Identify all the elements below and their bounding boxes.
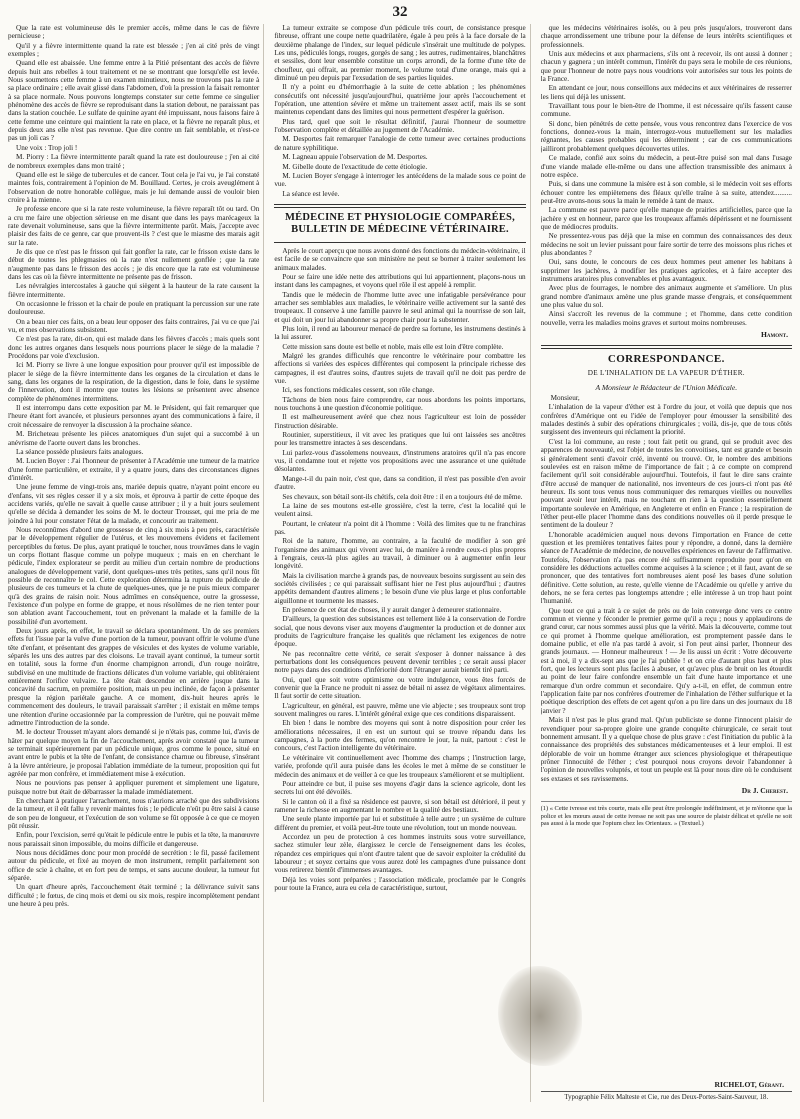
veterinary-paragraph: Oui, quel que soit votre optimisme ou votre indulgence, vous êtes forcés de convenir que la France ne produit ni assez de bétail ni assez de végétaux alimentaires. Il faut sortir de cette situation. [274,675,526,701]
letter-paragraph: Mais il n'est pas le plus grand mal. Qu'un publiciste se donne l'innocent plaisir de revendiquer pour sa-propre gloire une grande conquête chirurgicale, ce serait tout bonnement amusant. Il y a quelque chose de plus grave : c'est l'initiation du public à la connaissance des propriétés des substances médicamenteuses et à leur emploi. Il est déplorable de voir un homme étranger aux sciences physiologique et thérapeutique prôner l'innocuité de l'éther ; c'est pourquoi nous croyons devoir l'abandonner à l'opinion de nouvelles voluptés, et tout un peuple est là pour nous dire où le conduisent ses extases et ses ravissemens. [540,716,792,783]
section-divider [274,204,525,208]
veterinary-article [274,247,525,892]
column-middle [274,24,530,1102]
manager-signature: RICHELOT, Gérant. [714,1080,784,1089]
page-number: 32 [392,4,408,20]
veterinary-paragraph: Ce malade, confié aux soins du médecin, a peut-être puisé son mal dans l'usage d'une viande malade elle-même ou dans une affection transmissible des animaux à notre espèce. [540,154,792,179]
academy-report-paragraph: Qu'il y a fièvre intermittente quand la rate est blessée ; j'en ai cité près de vingt exemples ; [8,41,260,59]
veterinary-paragraph: Une seule plante importée par lui et substituée à telle autre ; un système de culture différent du premier, et voilà peut-être toute une révolution, tout un monde nouveau. [274,815,526,832]
veterinary-paragraph: L'agriculteur, en général, est pauvre, même une vie abjecte ; ses troupeaux sont trop souvent malingres ou rares. L'intérêt général exige que ces conditions disparaissent. [274,701,526,719]
veterinary-paragraph: Eh bien ! dans le nombre des moyens qui sont à notre disposition pour créer les améliorations nécessaires, il en est un surtout qui se trouve répandu dans les campagnes, à la porte des fermes, qu'on rencontre le jour, la nuit, partout : c'est le concours, c'est l'action intelligente du vétérinaire. [274,719,526,753]
column-left [8,24,264,1102]
academy-report-paragraph: Une voix : Trop joli ! [16,143,78,152]
veterinary-paragraph: Ne pas reconnaître cette vérité, ce serait s'exposer à donner naissance à des perturbations dont les conséquences peuvent devenir terribles ; ce serait aussi placer notre pays dans des conditions d'infériorité dont l'étranger aurait bientôt tiré parti. [274,649,526,675]
academy-report-paragraph: M. Bricheteau présente les pièces anatomiques d'un sujet qui a succombé à un anévrisme de l'aorte ouvert dans les bronches. [8,430,260,447]
academy-report-paragraph: Les névralgies intercostales à gauche qui siègent à la hauteur de la rate causent la fièvre intermittente. [8,282,260,299]
academy-report-paragraph: M. le docteur Trousset m'ayant alors demandé si je n'étais pas, comme lui, d'avis de hâter par quelque moyen la fin de l'accouchement, après avoir constaté que la tumeur se terminait supérieurement par un pédicule unique, gros comme le pouce, situé en avant entre le pubis et la tête de l'enfant, de consistance charnue ou fibreuse, s'insérant à la lèvre antérieure, je proposai l'ablation immédiate de la tumeur, proposition qui fut agréée par mon confrère, et immédiatement mise à exécution. [8,728,260,778]
article-signature: Hamont. [761,330,788,340]
veterinary-paragraph: La commune est pauvre parce qu'elle manque de prairies artificielles, parce que la jachère y est en honneur, parce que les troupeaux affamés dépérissent et ne fournissent que de médiocres produits. [540,206,792,231]
veterinary-paragraph: que les médecins vétérinaires isolés, ou à peu près jusqu'alors, trouveront dans chaque arrondissement une tribune pour la défense de leurs intérêts scientifiques et professionnels. [540,24,792,49]
academy-report-paragraph: Deux jours après, en effet, le travail se déclara spontanément. Un de ses premiers effets fut l'issue par la vulve d'une portion de la tumeur, pouvant offrir le volume d'une tête d'enfant, et présentant des grappes de vésicules et des kystes de volume variable, séparés les uns des autres par des cloisons. Le travail ayant continué, la tumeur sortit en totalité, sous la forme d'un énorme champignon arrondi, d'un rouge noirâtre, subdivisé en une multitude de fractions délicates d'un volume variable, qui oblitéraient entièrement l'orifice vulvaire. La tête était descendue en arrière jusque dans la concavité du sacrum, en première position, mais un peu inclinée, de façon à présenter presque la région pariétale gauche. A ce moment, dix-huit heures après le commencement des douleurs, le travail paraissait s'arrêter ; il existait en même temps une rétention d'urine occasionnée par la compression de l'urètre, qui ne pouvait même admettre l'introduction de la sonde. [8,627,260,727]
academy-report-paragraph: En cherchant à pratiquer l'arrachement, nous n'aurions arraché que des subdivisions de la tumeur, et il eût fallu y revenir maintes fois ; le pédicule n'eût pu être saisi à cause de son peu de longueur, et l'exécution de son volume se fût opposée à ce que ce moyen pût réussir. [8,796,260,830]
columns [8,24,792,1102]
veterinary-paragraph: Puis, si dans une commune la misère est à son comble, si le médecin voit ses efforts échouer contre les empiètemens des fléaux qu'elle traîne à sa suite, attendez.......... peut-être avons-nous sous la main le remède à tant de maux. [540,180,792,205]
veterinary-paragraph: Avec plus de fourrages, le nombre des animaux augmente et s'améliore. Un plus grand nombre d'animaux amène une plus grande masse d'engrais, et conséquemment une plus value du sol. [540,284,792,309]
veterinary-paragraph: Oui, sans doute, le concours de ces deux hommes peut amener les habitans à supprimer les jachères, à modifier les pratiques agricoles, et à faire accepter des instrumens aratoires plus convenables et plus avantageux. [540,258,792,283]
academy-report-paragraph: M. Lucien Boyer s'engage à interroger les antécédens de la malade sous ce point de vue. [274,171,526,189]
veterinary-paragraph: Travaillant tous pour le bien-être de l'homme, il est nécessaire qu'ils fassent cause commune. [540,102,792,119]
letter-salutation: A Monsieur le Rédacteur de l'Union Médicale. [595,383,738,393]
veterinary-paragraph: Ainsi s'accroît les revenus de la commune ; et l'homme, dans cette condition nouvelle, verra les maladies moins graves et surtout moins nombreuses. [540,310,792,327]
academy-report-end [274,24,525,198]
letter-body [541,403,792,782]
veterinary-paragraph: Pourtant, le créateur n'a point dit à l'homme : Voilà des limites que tu ne franchiras pas. [274,519,526,536]
academy-report-paragraph: Il est interrompu dans cette exposition par M. le Président, qui fait remarquer que l'heure étant fort avancée, et plusieurs personnes ayant des communications à faire, il croit nécessaire de renvoyer la discussion à la prochaine séance. [8,404,260,429]
letter-paragraph: C'est la loi commune, au reste ; tout fait petit ou grand, qui se produit avec des apparences de nouveauté, est l'objet de toutes les convoitises, tant est grande et besoin si généralement senti d'avoir créé, inventé ou trouvé. Or, le nombre des ambitions soulevées est en raison même de l'importance de fait ; à ce compte on comprend facilement qu'il soit considérable aujourd'hui. Toutefois, il faut le dire sans crainte d'être accusé de manquer de nationalité, nos inventeurs de ces jours-ci n'ont pas été heureux. Ils sont tous venus nous communiquer des remarques vieilles ou nouvelles pouvant avoir leur intérêt, mais ne touchant en rien à la question essentiellement importante soulevée en Amérique, en Angleterre et enfin en France ; la respiration de l'éther peut-elle placer l'homme dans des conditions nouvelles où il perde presque le sentiment de la douleur ? [540,437,792,530]
academy-report-paragraph: La séance possède plusieurs faits analogues. [16,447,144,456]
academy-report-paragraph: Plus tard, quel que soit le résultat définitif, j'aurai l'honneur de soumettre l'observation complète et détaillée au jugement de l'Académie. [274,117,526,135]
veterinary-paragraph: Mange-t-il du pain noir, c'est que, dans sa condition, il n'est pas possible d'en avoir d'autre. [274,474,526,492]
academy-report-paragraph: Que la rate est volumineuse dès le premier accès, même dans le cas de fièvre pernicieuse ; [8,24,260,41]
veterinary-paragraph: Après le court aperçu que nous avons donné des fonctions du médecin-vétérinaire, il est facile de se convaincre que son ministère ne peut se borner à traiter seulement les animaux malades. [274,246,526,272]
veterinary-paragraph: En présence de cet état de choses, il y aurait danger à demeurer stationnaire. [282,605,502,614]
academy-report-paragraph: Quand elle est le siège de tubercules et de cancer. Tout cela je l'ai vu, je l'ai constaté maintes fois, contrairement à l'opinion de M. Bouillaud. Certes, je crois aveuglément à l'observation de notre honorable collègue, mais je lui demande aussi de vouloir bien croire à la mienne. [8,170,260,204]
column-right [541,24,792,1102]
veterinary-paragraph: Cette mission sans doute est belle et noble, mais elle est loin d'être complète. [282,342,504,351]
veterinary-paragraph: Plus loin, il rend au laboureur menacé de perdre sa fortune, les instrumens destinés à la lui assurer. [274,324,526,342]
academy-report-paragraph: On occasionne le frisson et la chair de poule en pratiquant la percussion sur une rate douloureuse. [8,300,260,317]
academy-report-paragraph: Il n'y a point eu d'hémorrhagie à la suite de cette ablation ; les phénomènes consécutifs ont nécessité jusqu'aujourd'hui, quatrième jour après l'accouchement et l'opération, une attention sévère et même un traitement assez actif, mais ils se sont maintenus cependant dans des limites qui nous permettent d'espérer la guérison. [274,83,526,117]
veterinary-paragraph: Pour atteindre ce but, il puise ses moyens d'agir dans la science agricole, dont les secrets lui ont été dévoilés. [274,779,526,797]
academy-report-paragraph: M. Desportes fait remarquer l'analogie de cette tumeur avec certaines productions de nature syphilitique. [274,135,526,152]
academy-report-paragraph: Ici M. Piorry se livre à une longue exposition pour prouver qu'il est impossible de placer le siège de la fièvre intermittente dans les organes de la circulation et dans le sang, dans les organes de la respiration, de la digestion, dans le foie, dans le système de l'innervation, dont il montre que toutes les lésions se présentent avec absence complète de phénomènes intermittens. [8,361,260,403]
academy-report-paragraph: Enfin, pour l'excision, serré qu'était le pédicule entre le pubis et la tête, la manœuvre nous paraissait sinon impossible, du moins difficile et dangereuse. [8,831,260,848]
academy-report-paragraph: Ce n'est pas la rate, dit-on, qui est malade dans les fièvres d'accès ; mais quels sont donc les autres organes dans lesquels nous pourrions placer le siège de la maladie ? Procédons par voie d'exclusion. [8,335,260,361]
veterinary-paragraph: En attendant ce jour, nous conseillons aux médecins et aux vétérinaires de resserrer les liens qui déjà les unissent. [540,84,792,101]
printer-line: Typographie Félix Malteste et Cie, rue des Deux-Portes-Saint-Sauveur, 18. [541,1091,792,1102]
academy-report-paragraph: La tumeur extraite se compose d'un pédicule très court, de consistance presque fibreuse, offrant une coupe nette quadrilatère, égale à peu près à la face dorsale de la deuxième phalange de l'index, sur lequel pédicule s'insérait une multitude de polypes. Les uns, pédiculés longs, rouges, gorgés de sang ; les autres, rudimentaires, blanchâtres et sessiles, dont leur ensemble constitue un corps arrondi, de la forme d'une tête de choufleur, qui offrait, au premier moment, le volume total d'une orange, mais qui a diminué un peu depuis par l'exsudation de ses parties liquides. [274,24,526,83]
veterinary-paragraph: Le vétérinaire vit continuellement avec l'homme des champs ; l'instruction large, variée, profonde qu'il aura puisée dans les écoles le met à même de se constituer le médecin des animaux et de veiller à ce que les troupeaux s'améliorent et se multiplient. [274,753,526,779]
veterinary-paragraph: Malgré les grandes difficultés que rencontre le vétérinaire pour combattre les affections si variées des espèces différentes qui composent la principale richesse des campagnes, il est d'autres soins, d'autres sujets de travail qu'il ne doit pas perdre de vue. [274,352,526,386]
veterinary-paragraph: Ne pressentez-vous pas déjà que la mise en commun des connaissances des deux médecins ne soit un levier puissant pour faire sortir de terre des moissons plus riches et plus abondantes ? [540,232,792,257]
academy-report-paragraph: On a beau nier ces faits, on a beau leur opposer des faits contraires, j'ai vu ce que j'ai vu, et mes observations subsistent. [8,317,260,335]
veterinary-paragraph: Ici, ses fonctions médicales cessent, son rôle change. [282,386,435,395]
veterinary-article-end [541,24,792,327]
academy-report-paragraph: Une jeune femme de vingt-trois ans, mariée depuis quatre, n'ayant point encore eu d'enfans, vit ses règles cesser il y a six mois, et éprouva à partir de cette époque des accidens variés, qu'elle ne savait à quelle cause attribuer ; il y a huit jours seulement qu'elle se décida à demander les soins de M. le docteur Trousset, qui me pria de me joindre à lui pour constater l'état de la malade, et concourir au traitement. [8,483,260,525]
academy-report-paragraph: Nous nous décidâmes donc pour mon procédé de secrétion : le fil, passé facilement autour du pédicule, et fixé au moyen de mon instrument, remplit parfaitement son office de scie à chaîne, et en fort peu de temps, et sans aucune douleur, la tumeur fut séparée. [8,849,260,883]
letter-paragraph: L'inhalation de la vapeur d'éther est à l'ordre du jour, et voilà que depuis que nos confrères d'Amérique ont eu l'idée de l'employer pour émousser la sensibilité des malades destinés à subir des opérations chirurgicales ; voilà, dis-je, que de tous côtés surgissent des inventeurs qui réclament la priorité. [540,403,792,437]
letter-greeting: Monsieur, [550,394,580,403]
academy-report-paragraph: Je dis que ce n'est pas le frisson qui fait gonfler la rate, car le frisson existe dans le début de toutes les phlegmasies où la rate n'est nullement gonflée ; que la rate n'augmente pas dans le frisson des accès ; je dis encore que la rate est volumineuse dans les cas où la fièvre intermittente ne présente pas de frisson. [8,247,260,281]
academy-report-paragraph: M. Piorry : La fièvre intermittente paraît quand la rate est douloureuse ; j'en ai cité de nombreux exemples dans mon traité ; [8,153,260,170]
academy-report-paragraph: Je professe encore que si la rate reste volumineuse, la fièvre reparaît tôt ou tard. On a cru me faire une objection sérieuse en me disant que dans les pays marécageux la rate devenait volumineuse, sans que la fièvre intermittente parût. Mais, j'accepte avec plaisir des faits de ce genre, car que prouvent-ils ? c'est que le miasme des marais agit sur la rate. [8,205,260,247]
academy-report-paragraph: M. Lagneau appuie l'observation de M. Desportes. [282,153,428,162]
academy-report-paragraph: La séance est levée. [282,189,340,198]
imprint [541,1076,792,1102]
academy-report-paragraph: Nous reconnûmes d'abord une grossesse de cinq à six mois à peu près, caractérisée par le développement régulier de l'utérus, et les mouvemens évidens et facilement perceptibles du fœtus. De plus, ayant pratiqué le toucher, nous trouvâmes dans le vagin un corps flottant flasque comme un polype muqueux ; mais en en cherchant le pédicule, l'index explorateur se perdit au milieu d'un certain nombre de productions analogues de développement varié, dont quelques-unes très petites, sans qu'il nous fût possible de reconnaître le col. Cette exploration détermina la rupture du pédicule de plusieurs de ces tumeurs et la chute de quelques-unes, que je ne puis mieux comparer qu'à des grains de raisin noir. Nous admîmes en conséquence, outre la grossesse, l'existence d'un polype en forme de grappe, et nous résolûmes de ne rien tenter pour son ablation avant l'accouchement, tout en prévenant la malade et la famille de la possibilité d'un avortement. [8,525,260,626]
academy-report-paragraph: Quand elle est abaissée. Une femme entre à la Pitié présentant des accès de fièvre depuis huit ans rebelles à tout traitement et ne se montrant que lorsqu'elle est levée. Nous soumettons cette femme à un examen minutieux, nous ne trouvons pas la rate à sa place ordinaire ; elle avait glissé dans l'abdomen, d'où la pression la faisait remonter à sa place normale. Nous pouvons longtemps constater sur cette femme ce singulier phénomène des accès de fièvre se reproduisant dans la station debout, ne paraissant pas dans la station couchée. Le sulfate de quinine ayant été impuissant, nous faisons faire à cette femme une ceinture qui maintient la rate en place, et la fièvre ne reparaît plus, et depuis deux ans elle n'est pas revenue. Que dire contre un fait semblable, et n'est-ce pas un joli cas ? [8,59,260,143]
letter-paragraph: Que tout ce qui a trait à ce sujet de près ou de loin converge donc vers ce centre commun et vienne y féconder le premier germe qu'il a reçu ; nous y applaudirons de grand cœur, car nous sommes aussi plus que la vérité. Mais la découverte, comme tout ce qui promet à l'homme quelque amélioration, est promptement passée dans le domaine public, et elle n'a pas tardé à avoir, si l'on peut ainsi parler, l'honneur des grands journaux. — Honneur malheureux ! — Je lis aussi un écrit : Votre découverte est à moi, il y a dix-sept ans que je l'ai publiée ! et on crie d'autant plus haut et plus fort, que les lecteurs sont plus faciles à abuser, et qu'avec plus de bruit on les étourdit au point de leur faire confondre ensemble un fait d'une haute importance et une remarque d'un ordre commun et secondaire. Qu'y a-t-il, en effet, de commun entre l'application faite par nos confrères d'outremer de l'inhalation de l'éther sulfurique et la poétique description des effets de cet agent qu'on a pu lire dans un des journaux du 18 janvier ? [540,606,792,715]
veterinary-paragraph: Unis aux médecins et aux pharmaciens, s'ils ont à recevoir, ils ont aussi à donner ; chacun y gagnera ; un intérêt commun, l'intérêt du pays sera le mobile de ces réunions, que pour l'honneur de notre pays nous voudrions voir autorisées sur tous les points de la France. [540,50,792,84]
letter-paragraph: L'honorable académicien auquel nous devons l'importation en France de cette question et les premières tentatives faites pour y répondre, a donné, dans la dernière séance de l'Académie de médecine, de nouvelles expériences en faveur de l'affirmative. Toutefois, l'observation n'a pas encore été suffisamment reproduite pour qu'on en considère les déductions actuelles comme acquises à la science ; et il faut, avant de se prononcer, que des tentatives fort nombreuses aient posé les bases d'une solution définitive. Cette solution, au reste, qu'elle vienne de l'Académie ou qu'elle y arrive du dehors, ne se fera certes pas longtemps attendre ; elle intéresse à un trop haut point l'humanité. [540,530,792,606]
correspondence-divider [541,345,792,349]
correspondence-title: CORRESPONDANCE. [607,353,725,366]
veterinary-paragraph: Roi de la nature, l'homme, au contraire, a la faculté de modifier à son gré l'organisme des animaux qui vivent avec lui, de manière à rendre ceux-ci plus propres à l'engrais, ceux-là plus agiles au travail, à diminuer ou à augmenter enfin leur longévité. [274,537,526,571]
footnote: (1) « Cette ivresse est très courte, mais elle peut être prolongée indéfiniment, et je m'étonne que la police et les mœurs aussi de cette ivresse ne soit pas une source de plaisir délicat et qu'elle ne soit pas aussi à la mode que l'opium chez les Orientaux. » (Textuel.) [541,801,792,828]
veterinary-paragraph: Tâchons de bien nous faire comprendre, car nous abordons les points importans, nous touchons à une question d'économie politique. [274,395,526,413]
veterinary-paragraph: D'ailleurs, la question des subsistances est tellement liée à la conservation de l'ordre social, que nous devons viser aux moyens d'augmenter la production et de donner aux produits de l'agriculture française les qualités que réclament les exigences de notre époque. [274,615,526,649]
veterinary-paragraph: Si le canton où il a fixé sa résidence est pauvre, si son bétail est détérioré, il peut y ramener la richesse en augmentant le nombre et la qualité des bestiaux. [274,797,526,814]
veterinary-paragraph: Accordez un peu de protection à ces hommes instruits sous votre surveillance, sachez stimuler leur zèle, élargissez le cercle de l'enseignement dans les écoles, répandez ces empiriques qui n'ont d'autre talent que de savoir exploiter la crédulité du laboureur ; et soyez certains que vous aurez doté les campagnes d'une puissance dont vous retirerez bientôt d'immenses avantages. [274,832,526,875]
title-underline [274,242,525,243]
veterinary-paragraph: Déjà les voies sont préparées ; l'association médicale, proclamée par le Congrès pour toute la France, aura eu cela de caractéristique, surtout, [274,875,526,892]
veterinary-paragraph: Mais la civilisation marche à grands pas, de nouveaux besoins surgissent au sein des sociétés civilisées ; ce qui paraissait suffisant hier ne l'est plus aujourd'hui ; d'autres appétits demandent d'autres alimens ; le besoin d'une vie plus large et plus confortable aiguillonne et tourmente les masses. [274,571,526,605]
academy-report-paragraph: Un quart d'heure après, l'accouchement était terminé ; la délivrance suivit sans difficulté ; le fœtus, de cinq mois et demi ou six mois, respire incomplètement pendant une heure à peu près. [8,883,260,909]
academy-report-paragraph: M. Gibelle doute de l'exactitude de cette étiologie. [282,162,428,171]
veterinary-paragraph: Tandis que le médecin de l'homme lutte avec une infatigable persévérance pour arracher ses semblables aux maladies, le vétérinaire veille activement sur la santé des troupeaux. Il conserve à une famille pauvre le seul animal qui la nourrisse de son lait, et qui doit un jour lui abandonner sa propre chair pour la substenter. [274,290,526,324]
veterinary-paragraph: La laine de ses moutons est-elle grossière, c'est la terre, c'est la localité qui le veulent ainsi. [274,501,526,519]
academy-report-paragraph: Nous ne pouvions pas penser à appliquer purement et simplement une ligature, puisque notre but était de débarrasser la malade immédiatement. [8,779,260,796]
veterinary-paragraph: Ses chevaux, son bétail sont-ils chétifs, cela doit être : il en a toujours été de même. [282,492,523,501]
veterinary-paragraph: Pour se faire une idée nette des attributions qui lui appartiennent, plaçons-nous un instant dans les campagnes, et voyons quel rôle il est appelé à remplir. [274,272,526,290]
academy-report-paragraph: M. Lucien Boyer : J'ai l'honneur de présenter à l'Académie une tumeur de la matrice d'une forme particulière, et extraite, il y a quatre jours, dans des circonstances dignes d'intérêt. [8,457,260,482]
veterinary-paragraph: Il est malheureusement avéré que chez nous l'agriculteur est loin de posséder l'instruction désirable. [274,413,526,430]
veterinary-paragraph: Routinier, superstitieux, il vit avec les pratiques que lui ont laissées ses ancêtres pour les transmettre intactes à ses descendans. [274,431,526,448]
section-title-veterinary: MÉDECINE ET PHYSIOLOGIE COMPARÉES, BULLETIN DE MÉDECINE VÉTÉRINAIRE. [285,211,515,235]
veterinary-paragraph: Lui parlez-vous d'assolemens nouveaux, d'instrumens aratoires qu'il n'a pas encore vus, il condamne tout et rejette vos propositions avec une assurance et une quiétude désolantes. [274,448,526,474]
veterinary-paragraph: Si donc, bien pénétrés de cette pensée, vous vous rencontrez dans l'exercice de vos fonctions, donnez-vous la main, interrogez-vous mutuellement sur les maladies régnantes, les causes probables qui les déterminent ; car de ces communications jailliront probablement quelques découvertes utiles. [540,119,792,153]
correspondence-subtitle: DE L'INHALATION DE LA VAPEUR D'ÉTHER. [587,369,745,378]
letter-signature: Dr J. Cherest. [741,785,788,795]
